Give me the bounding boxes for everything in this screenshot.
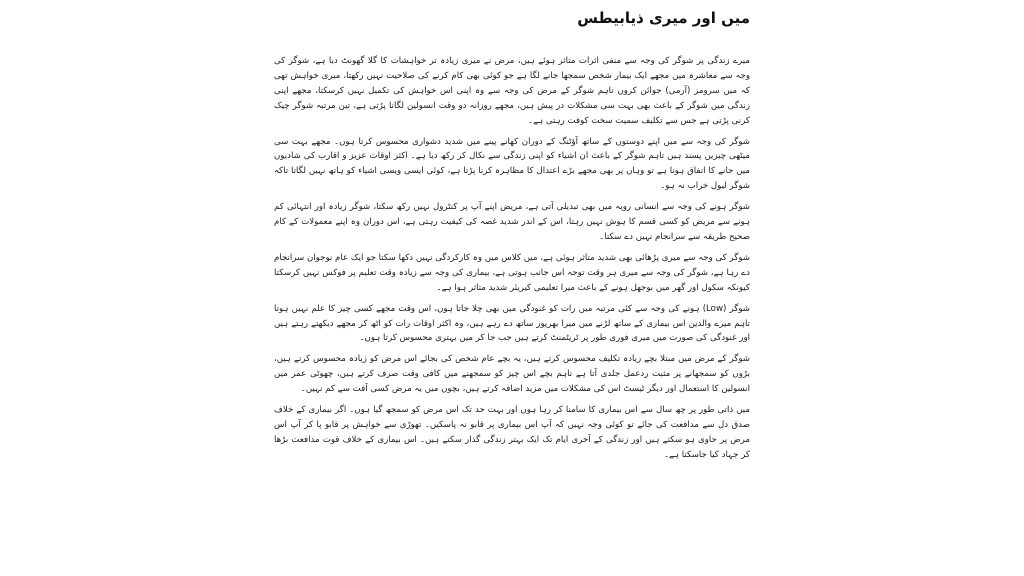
paragraph: شوگر ہونے کی وجہ سے انسانی رویہ میں بھی تبدیلی آتی ہے، مریض اپنے آپ پر کنٹرول نہیں رکھ سکتا، شوگر زیادہ اور انتہائی کم ہونے سے مریض کو کسی قسم کا ہوش نہیں رہتا، اس کے اندر شدید غصہ کی کیفیت رہتی ہے، اس دوران وہ اپنے معمولات کے کام صحیح طریقہ سے سرانجام نہیں دے سکتا۔: [274, 202, 750, 242]
paragraph: شوگر (Low) ہونے کی وجہ سے کئی مرتبہ میں رات کو غنودگی میں بھی چلا جاتا ہوں، اس وقت مجھے کسی چیز کا علم نہیں ہوتا تاہم میرے والدین اس بیماری کے ساتھ لڑنے میں میرا بھرپور ساتھ دے رہے ہیں، وہ اکثر اوقات رات کو اٹھ کر مجھے دیکھتے رہتے ہیں اور غنودگی کی صورت میں میری فوری طور پر ٹریٹمنٹ کرتے ہیں جب جا کر میں بہتری محسوس کرتا ہوں۔: [274, 303, 750, 344]
document-title: میں اور میری ذیابیطس: [577, 9, 750, 27]
paragraph: شوگر کی وجہ سے میری پڑھائی بھی شدید متاثر ہوئی ہے، میں کلاس میں وہ کارکردگی نہیں دکھا سکتا جو ایک عام نوجوان سرانجام دے رہا ہے، شوگر کی وجہ سے میری ہر وقت توجہ اس جانب ہوتی ہے، بیماری کی وجہ سے زیادہ وقت تعلیم پر فوکس نہیں کرسکتا کیونکہ سکول اور گھر میں بوجھل ہونے کے باعث میرا تعلیمی کیریئر شدید متاثر ہوا ہے۔: [274, 252, 750, 293]
paragraph: شوگر کے مرض میں مبتلا بچے زیادہ تکلیف محسوس کرتے ہیں، یہ بچے عام شخص کی بجائے اس مرض کو زیادہ محسوس کرتے ہیں، بڑوں کو سمجھانے پر مثبت ردعمل جلدی آتا ہے تاہم بچے اس چیز کو سمجھنے میں کافی وقت صرف کرتے ہیں، چھوٹی عمر میں انسولین کا استعمال اور دیگر ٹیسٹ اس کی مشکلات میں مزید اضافہ کرتے ہیں، بچوں میں یہ مرض کسی آفت سے کم نہیں۔: [274, 354, 750, 395]
paragraph: میں ذاتی طور پر چھ سال سے اس بیماری کا سامنا کر رہا ہوں اور بہت حد تک اس مرض کو سمجھ گیا ہوں۔ اگر بیماری کے خلاف صدق دل سے مدافعت کی جائے تو کوئی وجہ نہیں کہ آپ اس بیماری پر قابو نہ پاسکیں۔ تھوڑی سے خواہش پر قابو پا کر آپ اس مرض پر حاوی ہو سکتے ہیں اور زندگی کے آخری ایام تک ایک بہتر زندگی گذار سکتے ہیں۔ اس بیماری کے خلاف قوت مدافعت بڑھا کر جہاد کیا جاسکتا ہے۔: [274, 405, 750, 460]
document-page: [274, 0, 750, 576]
paragraph: شوگر کی وجہ سے میں اپنے دوستوں کے ساتھ آؤٹنگ کے دوران کھانے پینے میں شدید دشواری محسوس کرتا ہوں۔ مجھے بہت سی میٹھی چیزیں پسند ہیں تاہم شوگر کے باعث ان اشیاء کو اپنی زندگی سے نکال کر رکھ دیا ہے۔ اکثر اوقات عزیز و اقارب کی شادیوں میں جانے کا اتفاق ہوتا ہے تو وہاں پر بھی مجھے بڑے اعتدال کا مظاہرہ کرنا پڑتا ہے، کوئی ایسی ویسی اشیاء کو ہاتھ نہیں لگاتا تاکہ شوگر لیول خراب نہ ہو۔: [274, 136, 750, 192]
paragraph: میرے زندگی پر شوگر کی وجہ سے منفی اثرات متاثر ہوئے ہیں، مرض نے میری زیادہ تر خواہشات کا گلا گھونٹ دیا ہے، شوگر کی وجہ سے معاشرہ میں مجھے ایک بیمار شخص سمجھا جانے لگا ہے جو کوئی بھی کام کرنے کی صلاحیت نہیں رکھتا، میری خواہش تھی کہ میں سرومز (آرمی) جوائن کروں تاہم شوگر کے مرض کی وجہ سے وہ اپنی اس خواہش کی تکمیل نہیں کرسکتا، مجھے اپنی زندگی میں شوگر کے باعث بھی بہت سی مشکلات در پیش ہیں، مجھے روزانہ دو وقت انسولین لگانا پڑتی ہے، تین مرتبہ شوگر چیک کرنی پڑتی ہے جس سے تکلیف سمیت سخت کوفت رہتی ہے۔: [274, 56, 750, 126]
document-body: [274, 54, 750, 469]
